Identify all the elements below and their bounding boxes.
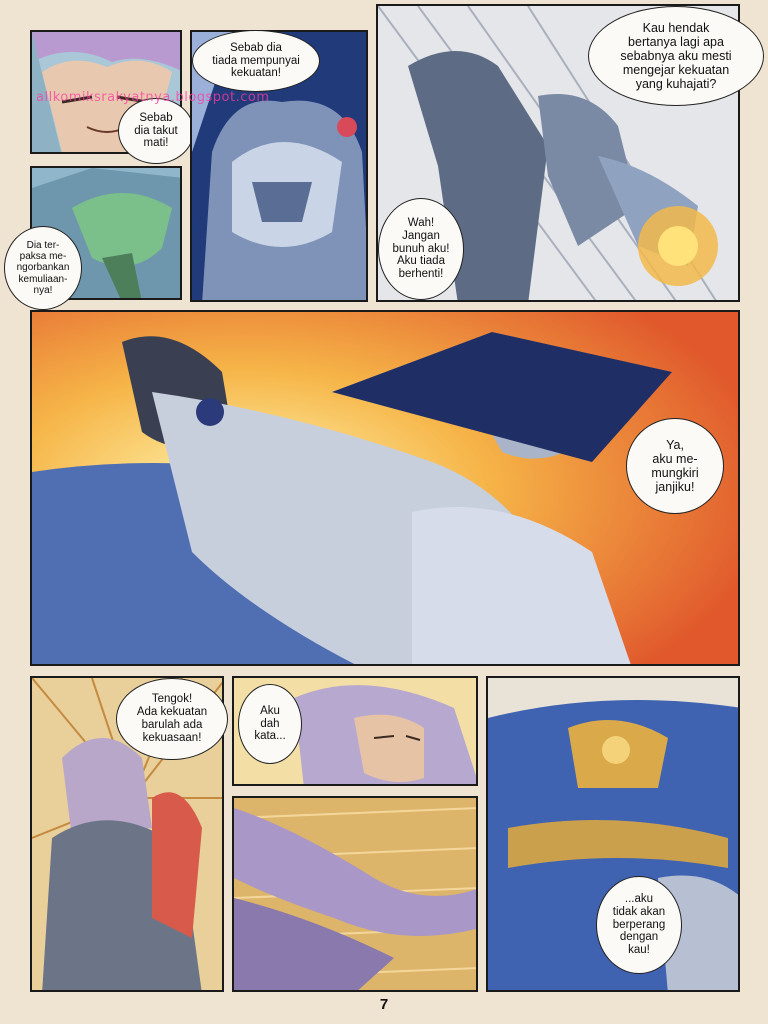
speech-bubble-5: Dia ter- paksa me- ngorbankan kemuliaan- nya! [4,226,82,310]
speech-bubble-6: Ya, aku me- mungkiri janjiku! [626,418,724,514]
panel-8 [232,796,478,992]
speech-bubble-1: Sebab dia takut mati! [118,98,194,164]
page-number: 7 [379,996,389,1013]
speech-bubble-9: ...aku tidak akan berperang dengan kau! [596,876,682,974]
speech-bubble-4: Wah! Jangan bunuh aku! Aku tiada berhenti! [378,198,464,300]
speech-bubble-8: Aku dah kata... [238,684,302,764]
speech-bubble-3: Kau hendak bertanya lagi apa sebabnya aku mesti mengejar kekuatan yang kuhajati? [588,6,764,106]
speech-bubble-2: Sebab dia tiada mempunyai kekuatan! [192,30,320,92]
flowing-hair-art [234,798,478,992]
speech-bubble-7: Tengok! Ada kekuatan barulah ada kekuasaan! [116,678,228,760]
watermark: allkomiksrakyatnya.blogspot.com [36,90,270,105]
